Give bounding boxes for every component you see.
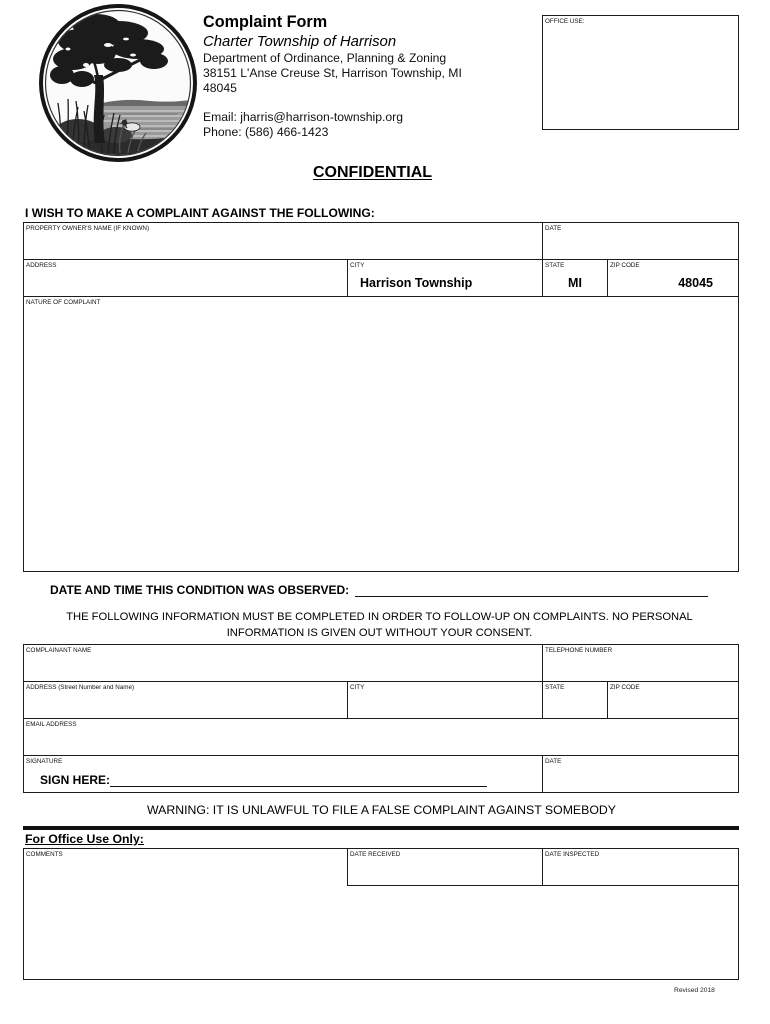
complaint-zip-label: ZIP CODE xyxy=(610,262,640,269)
office-use-label: OFFICE USE: xyxy=(545,18,585,25)
telephone-number-label: TELEPHONE NUMBER xyxy=(545,647,613,654)
complaint-city-value[interactable]: Harrison Township xyxy=(360,276,473,290)
complaint-date-label: DATE xyxy=(545,225,562,232)
date-received-field[interactable] xyxy=(347,848,543,886)
complainant-zip-label: ZIP CODE xyxy=(610,684,640,691)
contact-email: Email: jharris@harrison-township.org xyxy=(203,110,403,124)
complaint-state-value[interactable]: MI xyxy=(568,276,582,290)
signature-date-field[interactable] xyxy=(542,755,739,793)
department-name: Department of Ordinance, Planning & Zoning xyxy=(203,51,447,65)
complaint-state-field[interactable] xyxy=(542,259,608,297)
date-inspected-field[interactable] xyxy=(542,848,739,886)
confidential-heading: CONFIDENTIAL xyxy=(312,164,433,181)
privacy-notice-line-1: THE FOLLOWING INFORMATION MUST BE COMPLETED IN ORDER TO FOLLOW-UP ON COMPLAINTS. NO PERSONAL xyxy=(66,610,693,623)
form-title: Complaint Form xyxy=(203,13,328,31)
date-inspected-label: DATE INSPECTED xyxy=(545,851,600,858)
nature-of-complaint-field[interactable] xyxy=(23,296,739,572)
complainant-name-field[interactable] xyxy=(23,644,543,682)
complaint-against-heading: I WISH TO MAKE A COMPLAINT AGAINST THE FOLLOWING: xyxy=(25,206,375,220)
township-seal-logo xyxy=(38,3,198,163)
complaint-zip-field[interactable] xyxy=(607,259,739,297)
nature-of-complaint-label: NATURE OF COMPLAINT xyxy=(26,299,101,306)
complainant-zip-field[interactable] xyxy=(607,681,739,719)
complainant-address-field[interactable] xyxy=(23,681,348,719)
email-address-field[interactable] xyxy=(23,718,739,756)
office-only-heading: For Office Use Only: xyxy=(25,832,144,846)
telephone-number-field[interactable] xyxy=(542,644,739,682)
complainant-city-label: CITY xyxy=(350,684,365,691)
complaint-state-label: STATE xyxy=(545,262,565,269)
township-name: Charter Township of Harrison xyxy=(203,33,397,50)
complaint-zip-value[interactable]: 48045 xyxy=(678,276,713,290)
property-owner-name-field[interactable] xyxy=(23,222,543,260)
privacy-notice-line-2: INFORMATION IS GIVEN OUT WITHOUT YOUR CONSENT. xyxy=(226,626,533,639)
observed-datetime-line[interactable] xyxy=(355,596,708,597)
complainant-city-field[interactable] xyxy=(347,681,543,719)
revision-note: Revised 2018 xyxy=(674,987,715,994)
complaint-address-field[interactable] xyxy=(23,259,348,297)
complaint-date-field[interactable] xyxy=(542,222,739,260)
signature-line[interactable] xyxy=(110,786,487,787)
complainant-name-label: COMPLAINANT NAME xyxy=(26,647,92,654)
office-use-box[interactable] xyxy=(542,15,739,130)
false-complaint-warning: WARNING: IT IS UNLAWFUL TO FILE A FALSE COMPLAINT AGAINST SOMEBODY xyxy=(147,803,616,817)
date-received-label: DATE RECEIVED xyxy=(350,851,401,858)
street-address: 38151 L'Anse Creuse St, Harrison Township, MI xyxy=(203,66,462,80)
complainant-state-label: STATE xyxy=(545,684,565,691)
email-address-label: EMAIL ADDRESS xyxy=(26,721,77,728)
contact-phone: Phone: (586) 466-1423 xyxy=(203,125,329,139)
signature-date-label: DATE xyxy=(545,758,562,765)
complainant-state-field[interactable] xyxy=(542,681,608,719)
section-divider xyxy=(23,826,739,830)
postal-code: 48045 xyxy=(203,81,237,95)
sign-here-prompt: SIGN HERE: xyxy=(40,773,111,787)
office-comments-label: COMMENTS xyxy=(26,851,63,858)
signature-label: SIGNATURE xyxy=(26,758,63,765)
property-owner-name-label: PROPERTY OWNER'S NAME (IF KNOWN) xyxy=(26,225,150,232)
complaint-address-label: ADDRESS xyxy=(26,262,57,269)
complaint-city-field[interactable] xyxy=(347,259,543,297)
observed-datetime-label: DATE AND TIME THIS CONDITION WAS OBSERVED: xyxy=(50,583,350,597)
complaint-city-label: CITY xyxy=(350,262,365,269)
complainant-address-label: ADDRESS (Street Number and Name) xyxy=(26,684,135,691)
